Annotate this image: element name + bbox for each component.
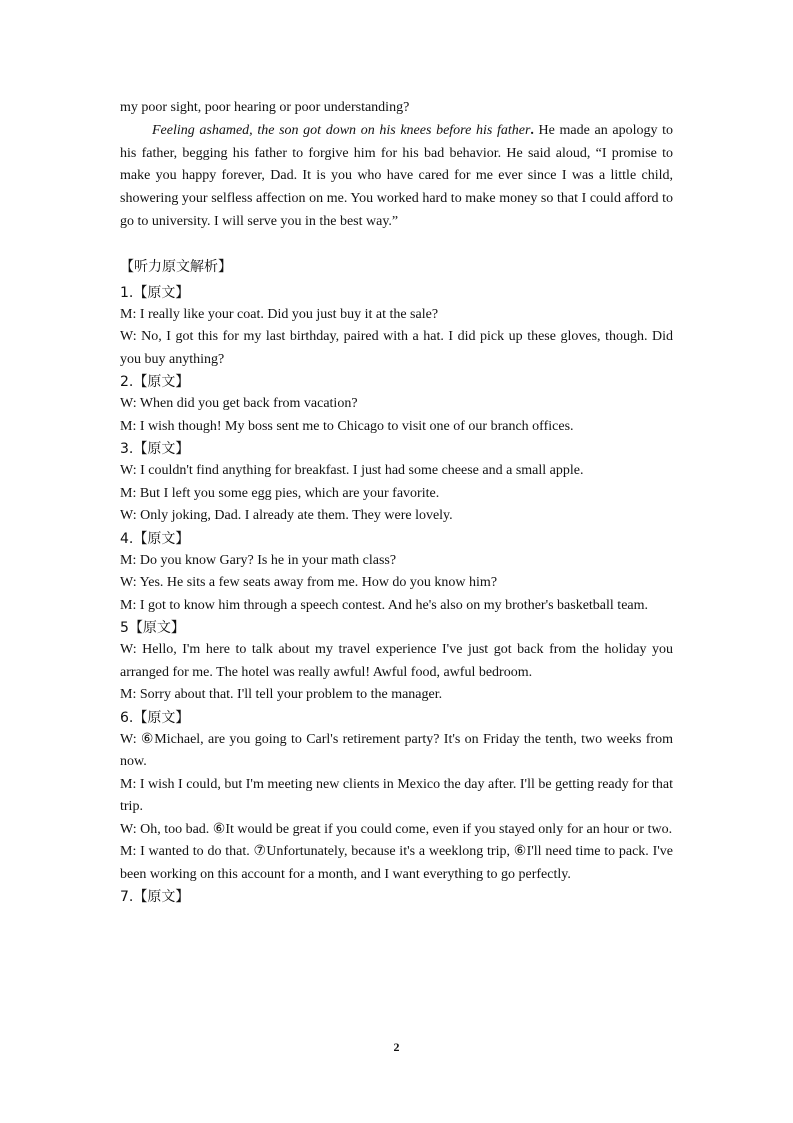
item-number: 7.【原文】 [120, 889, 190, 906]
item-number: 1.【原文】 [120, 284, 190, 301]
dialogue-line: W: Only joking, Dad. I already ate them. They were lovely. [120, 508, 453, 524]
dialogue-line: M: I wanted to do that. ⑦Unfortunately, because it's a weeklong trip, ⑥I'll need time to pack. I've been working on this account for a month, and I want everything to go perfectly. [120, 844, 673, 882]
dialogue-line: W: Oh, too bad. ⑥It would be great if you could come, even if you stayed only for an hour or two. [120, 821, 673, 837]
passage-italic-sentence [152, 123, 534, 138]
dialogue-line: W: Yes. He sits a few seats away from me. How do you know him? [120, 575, 498, 591]
passage-italic-period: . [530, 122, 534, 138]
dialogue-line: W: I couldn't find anything for breakfast. I just had some cheese and a small apple. [120, 463, 584, 479]
analysis-list [120, 282, 673, 909]
passage-line-1: my poor sight, poor hearing or poor understanding? [120, 100, 410, 115]
passage-italic-text: Feeling ashamed, the son got down on his knees before his father [152, 122, 531, 138]
dialogue-line: M: Sorry about that. I'll tell your problem to the manager. [120, 687, 443, 703]
dialogue-line: M: I really like your coat. Did you just buy it at the sale? [120, 306, 439, 322]
passage-paragraph-2 [120, 120, 673, 234]
item-number: 2.【原文】 [120, 374, 190, 391]
analysis-item-3 [120, 438, 673, 528]
dialogue-line: M: I wish though! My boss sent me to Chicago to visit one of our branch offices. [120, 418, 574, 434]
dialogue-line: M: But I left you some egg pies, which are your favorite. [120, 485, 440, 501]
analysis-item-7 [120, 886, 673, 908]
item-number: 6.【原文】 [120, 709, 190, 726]
analysis-item-6 [120, 707, 673, 887]
dialogue-line: W: ⑥Michael, are you going to Carl's retirement party? It's on Friday the tenth, two weeks from now. [120, 731, 673, 770]
dialogue-line: W: When did you get back from vacation? [120, 396, 358, 412]
dialogue-line: W: No, I got this for my last birthday, paired with a hat. I did pick up these gloves, though. Did you buy anything? [120, 329, 673, 367]
analysis-heading: 【听力原文解析】 [120, 258, 232, 275]
dialogue-line: W: Hello, I'm here to talk about my travel experience I've just got back from the holiday you arranged for me. The hotel was really awful! Awful food, awful bedroom. [120, 642, 673, 680]
dialogue-line: M: Do you know Gary? Is he in your math class? [120, 552, 397, 568]
dialogue-line: M: I got to know him through a speech contest. And he's also on my brother's basketball team. [120, 597, 649, 613]
item-number: 5【原文】 [120, 620, 185, 637]
item-number: 4.【原文】 [120, 530, 190, 547]
passage-paragraph-2-text: He made an apology to his father, begging his father to forgive him for his bad behavior. He said aloud, “I promise to make you happy forever, Dad. It is you who have cared for me ever since I was a little child, showering your selfless affection on me. You worked hard to make money so that I could afford to go to university. I will serve you in the best way.” [120, 122, 673, 229]
analysis-item-5 [120, 617, 673, 707]
page-number: 2 [393, 1040, 400, 1054]
analysis-item-4 [120, 528, 673, 618]
page-content [120, 97, 673, 908]
analysis-item-1 [120, 282, 673, 372]
item-number: 3.【原文】 [120, 441, 190, 458]
analysis-item-2 [120, 371, 673, 438]
dialogue-line: M: I wish I could, but I'm meeting new clients in Mexico the day after. I'll be getting ready for that trip. [120, 776, 673, 815]
